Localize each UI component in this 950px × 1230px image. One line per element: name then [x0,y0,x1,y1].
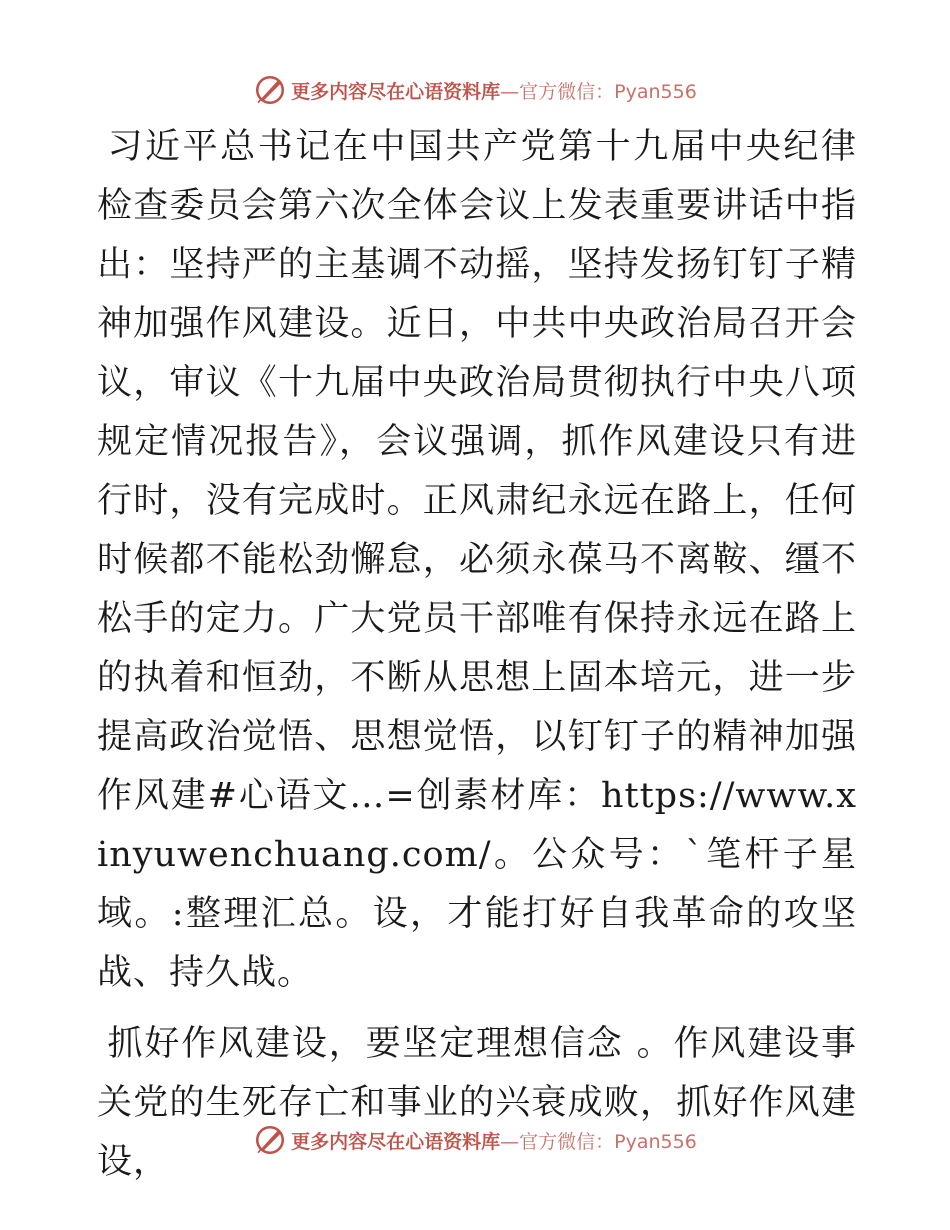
banner-site-text: 更多内容尽在心语资料库 [291,80,501,103]
banner-text [291,77,697,104]
banner-wechat-text: —官方微信：Pyan556 [500,1130,697,1153]
document-body [97,118,857,1192]
banner-wechat-text: —官方微信：Pyan556 [500,80,697,103]
footer-banner [0,1120,950,1160]
quill-pen-circle-icon [253,73,287,107]
quill-pen-circle-icon [253,1123,287,1157]
paragraph-2: 抓好作风建设，要坚定理想信念 。作风建设事关党的生死存亡和事业的兴衰成败，抓好作风建设， [97,1024,857,1182]
header-banner [0,70,950,110]
banner-site-text: 更多内容尽在心语资料库 [291,1130,501,1153]
paragraph-1: 习近平总书记在中国共产党第十九届中央纪律检查委员会第六次全体会议上发表重要讲话中指出：坚持严的主基调不动摇，坚持发扬钉钉子精神加强作风建设。近日，中共中央政治局召开会议，审议《十九届中央政治局贯彻执行中央八项规定情况报告》，会议强调，抓作风建设只有进行时，没有完成时。正风肃纪永远在路上，任何时候都不能松劲懈怠，必须永葆马不离鞍、缰不松手的定力。广大党员干部唯有保持永远在路上的执着和恒劲，不断从思想上固本培元，进一步提高政治觉悟、思想觉悟，以钉钉子的精神加强作风建#心语文…=创素材库：https://www.xinyuwenchuang.com/。公众号：`笔杆子星域。:整理汇总。设，才能打好自我革命的攻坚战、持久战。 [97,127,857,993]
banner-text [291,1127,697,1154]
